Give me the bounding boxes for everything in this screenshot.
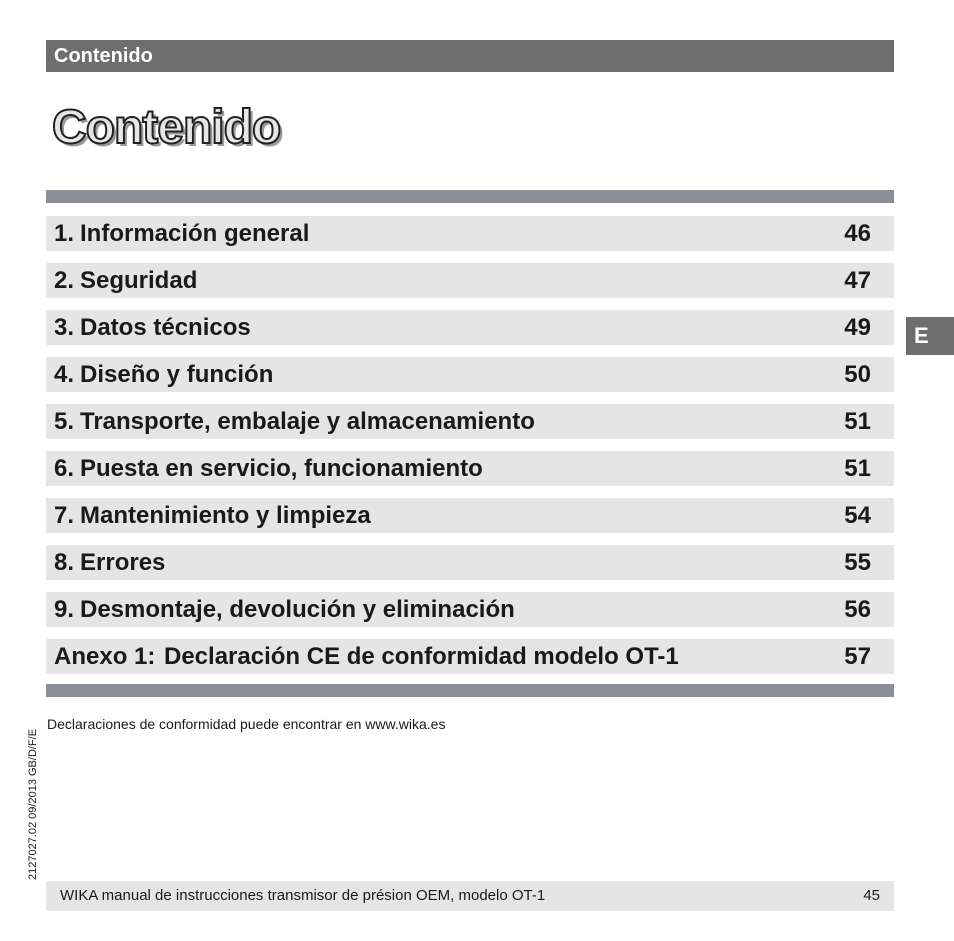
toc-item-label: Puesta en servicio, funcionamiento <box>80 455 483 482</box>
toc-item-page: 51 <box>844 408 871 435</box>
toc-item-page: 49 <box>844 314 871 341</box>
toc-item-page: 50 <box>844 361 871 388</box>
toc-item-number: 4. <box>54 361 75 388</box>
toc-item-number: 6. <box>54 455 75 482</box>
toc-item-label: Desmontaje, devolución y eliminación <box>80 596 515 623</box>
toc-item-number: 2. <box>54 267 75 294</box>
table-of-contents <box>46 216 894 686</box>
toc-item-label: Declaración CE de conformidad modelo OT-1 <box>164 643 679 670</box>
conformity-note: Declaraciones de conformidad puede encontrar en www.wika.es <box>47 716 446 732</box>
toc-item-page: 51 <box>844 455 871 482</box>
toc-item-label: Transporte, embalaje y almacenamiento <box>80 408 535 435</box>
toc-item-9[interactable] <box>46 592 894 627</box>
toc-item-number: 9. <box>54 596 75 623</box>
toc-item-label: Diseño y función <box>80 361 274 388</box>
toc-item-label: Errores <box>80 549 166 576</box>
toc-item-number: 5. <box>54 408 75 435</box>
toc-item-label: Información general <box>80 220 310 247</box>
language-tab: E <box>906 317 954 355</box>
toc-item-page: 56 <box>844 596 871 623</box>
toc-item-label: Seguridad <box>80 267 198 294</box>
toc-item-8[interactable] <box>46 545 894 580</box>
toc-item-page: 46 <box>844 220 871 247</box>
toc-item-number: Anexo 1: <box>54 643 156 670</box>
toc-item-page: 55 <box>844 549 871 576</box>
toc-item-number: 7. <box>54 502 75 529</box>
page-title: Contenido <box>52 101 281 154</box>
top-divider <box>46 190 894 203</box>
toc-item-label: Mantenimiento y limpieza <box>80 502 371 529</box>
bottom-divider <box>46 684 894 697</box>
toc-item-3[interactable] <box>46 310 894 345</box>
toc-item-annex-1[interactable] <box>46 639 894 674</box>
toc-item-page: 54 <box>844 502 871 529</box>
toc-item-7[interactable] <box>46 498 894 533</box>
toc-item-number: 3. <box>54 314 75 341</box>
footer-text: WIKA manual de instrucciones transmisor de présion OEM, modelo OT-1 <box>60 887 546 904</box>
toc-item-6[interactable] <box>46 451 894 486</box>
toc-item-number: 1. <box>54 220 75 247</box>
toc-item-number: 8. <box>54 549 75 576</box>
page-number: 45 <box>863 887 880 904</box>
toc-item-2[interactable] <box>46 263 894 298</box>
toc-item-page: 47 <box>844 267 871 294</box>
toc-item-4[interactable] <box>46 357 894 392</box>
document-id: 2127027.02 09/2013 GB/D/F/E <box>27 728 39 880</box>
toc-item-1[interactable] <box>46 216 894 251</box>
toc-item-5[interactable] <box>46 404 894 439</box>
toc-item-label: Datos técnicos <box>80 314 251 341</box>
page-footer <box>46 881 894 911</box>
section-header: Contenido <box>46 40 894 72</box>
toc-item-page: 57 <box>844 643 871 670</box>
